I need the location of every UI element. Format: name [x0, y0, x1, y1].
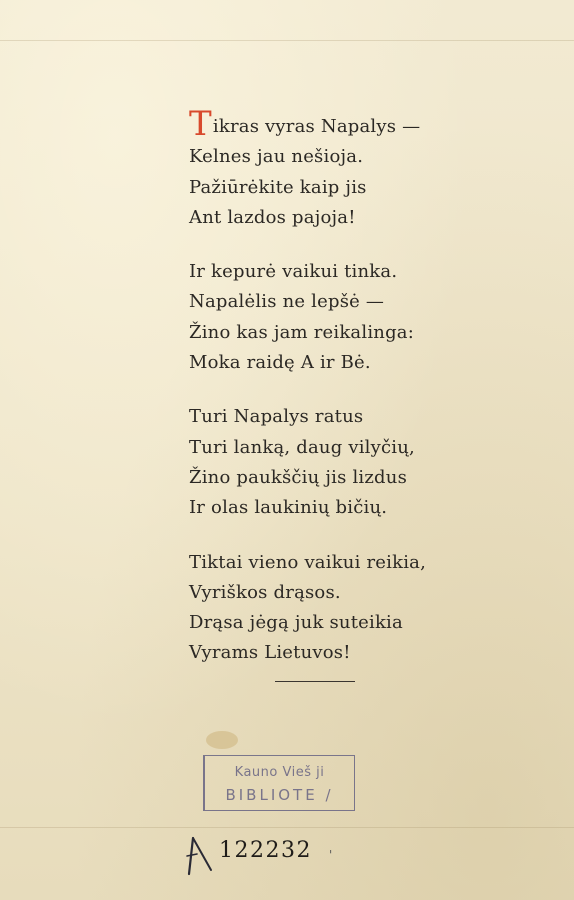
poem-line: Turi lanką, daug vilyčių, [189, 436, 415, 458]
poem-line-text: ikras vyras Napalys — [212, 116, 421, 137]
end-rule [275, 681, 355, 682]
poem [189, 104, 519, 693]
poem-line: Drąsa jėgą juk suteikia [189, 612, 403, 634]
accession-tick: ' [329, 848, 333, 862]
poem-line: Pažiūrėkite kaip jis [189, 176, 367, 198]
poem-line: Ant lazdos pajoja! [189, 206, 356, 228]
handwritten-mark-icon [185, 834, 215, 876]
poem-line: Vyriškos drąsos. [189, 581, 341, 603]
paper-crease [0, 40, 574, 41]
stamp-line-2: BIBLIOTE / [225, 786, 334, 804]
paper-crease [0, 827, 574, 828]
stanza-4 [189, 548, 519, 669]
poem-line: Ir olas laukinių bičių. [189, 497, 388, 519]
stanza-2 [189, 257, 519, 378]
drop-cap: T [189, 104, 212, 144]
poem-line: Žino paukščių jis lizdus [189, 466, 408, 488]
stanza-3 [189, 402, 519, 523]
poem-line: Turi Napalys ratus [189, 406, 364, 428]
poem-line: Ir kepurė vaikui tinka. [189, 261, 398, 283]
poem-line: Tiktai vieno vaikui reikia, [189, 551, 427, 573]
poem-line: Napalėlis ne lepšė — [189, 291, 385, 313]
poem-line: Žino kas jam reikalinga: [189, 321, 414, 343]
poem-line [189, 104, 519, 144]
poem-line: Kelnes jau nešioja. [189, 146, 364, 168]
stanza-1 [189, 104, 519, 233]
paper-stain [206, 731, 238, 749]
accession-number: 122232 [219, 838, 312, 863]
library-stamp [203, 755, 355, 811]
stamp-line-1: Kauno Vieš ji [234, 765, 325, 780]
poem-line: Vyrams Lietuvos! [189, 642, 351, 664]
poem-line: Moka raidę A ir Bė. [189, 352, 371, 374]
